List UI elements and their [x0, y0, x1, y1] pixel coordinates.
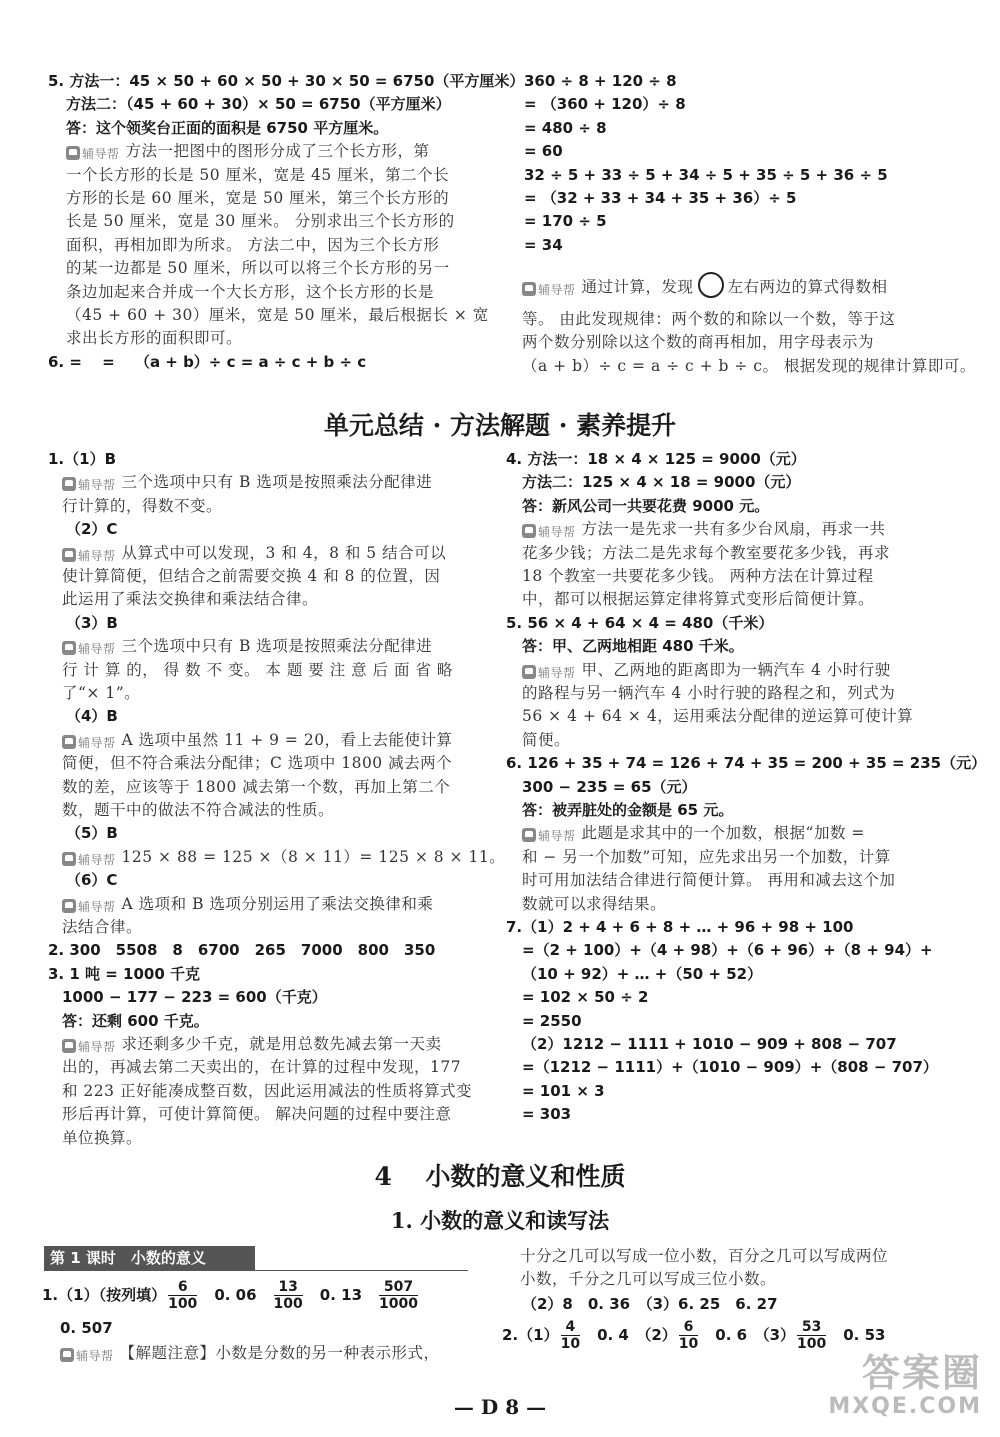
tutor-help-icon — [62, 848, 116, 872]
line-text: 360 ÷ 8 + 120 ÷ 8 — [524, 72, 677, 90]
line-text: = 60 — [524, 142, 563, 161]
text-line — [522, 939, 933, 962]
question-1-line — [42, 1278, 420, 1312]
line-text: 行计算的，得数不变。 — [62, 496, 223, 515]
tutor-help-icon — [62, 731, 116, 755]
text-line — [524, 187, 796, 210]
line-text: 时可用加法结合律进行简便计算。 再用和减去这个加 — [522, 871, 896, 890]
text-line — [66, 281, 434, 304]
line-text: 5. 56 × 4 + 64 × 4 = 480（千米） — [506, 613, 774, 632]
text-line — [62, 1103, 451, 1126]
text-line — [66, 140, 430, 166]
line-text: 1000 − 177 − 223 = 600（千克） — [62, 988, 327, 1007]
line-text: （2）C — [66, 520, 118, 539]
text-line — [62, 635, 432, 661]
line-text: （10 + 92）+ … +（50 + 52） — [522, 964, 763, 983]
line-text: = 101 × 3 — [522, 1081, 605, 1100]
line-text: 通过计算，发现 — [581, 278, 694, 296]
fraction — [274, 1279, 303, 1312]
tutor-help-icon — [62, 544, 116, 568]
book-icon — [62, 1039, 76, 1053]
watermark-text: 答案圈 — [861, 1351, 982, 1395]
line-text: 面积，再相加即为所求。 方法二中，因为三个长方形 — [66, 235, 440, 254]
question-1-cont: （2）8 0. 36 （3）6. 25 6. 27 — [522, 1295, 778, 1313]
text-line — [66, 187, 449, 210]
text-line — [522, 495, 769, 518]
line-text: 出的，再减去第二天卖出的，在计算的过程中发现，177 — [62, 1058, 462, 1077]
text-line — [522, 682, 895, 705]
line-text: （2）1212 − 1111 + 1010 − 909 + 808 − 707 — [522, 1035, 897, 1053]
text-line — [62, 729, 453, 755]
line-text: = 34 — [524, 235, 563, 254]
line-text: 18 个教室一共要花多少钱。 两种方法在计算过程 — [522, 567, 874, 585]
text-line — [66, 210, 455, 233]
line-text: =（1212 − 1111）+（1010 − 909）+（808 − 707） — [522, 1058, 938, 1077]
line-text: 32 ÷ 5 + 33 ÷ 5 + 34 ÷ 5 + 35 ÷ 5 + 36 ÷ 5 — [524, 165, 888, 184]
text-line — [522, 659, 891, 685]
line-text: 形后再计算，可使计算简便。 解决问题的过程中要注意 — [62, 1105, 452, 1124]
book-icon — [522, 282, 536, 296]
denominator: 100 — [273, 1296, 303, 1312]
text-line — [524, 210, 607, 233]
tip-line — [60, 1342, 440, 1368]
line-text: = （360 + 120）÷ 8 — [524, 95, 686, 114]
text-line — [522, 846, 891, 869]
line-text: 答：还剩 600 千克。 — [62, 1011, 209, 1030]
line-text: 方法二：125 × 4 × 18 = 9000（元） — [522, 473, 801, 492]
tip-label: 辅导帮 — [78, 642, 116, 657]
line-text: 此运用了乘法交换律和乘法结合律。 — [62, 590, 319, 609]
line-text: A 选项中虽然 11 + 9 = 20，看上去能使计算 — [121, 730, 453, 749]
tutor-help-icon — [62, 895, 116, 919]
text-line — [62, 986, 327, 1009]
text-line: 两个数分别除以这个数的商再相加，用字母表示为 — [522, 333, 875, 352]
numerator: 6 — [679, 1319, 698, 1336]
text-line — [66, 164, 449, 187]
tip-label: 辅导帮 — [78, 548, 116, 563]
sub-heading: 1. 小数的意义和读写法 — [390, 1208, 610, 1233]
text-line — [524, 70, 677, 93]
text-line — [62, 752, 452, 775]
question-1-last: 0. 507 — [60, 1319, 113, 1337]
text-line — [48, 963, 200, 986]
text-line — [522, 776, 697, 799]
book-icon — [522, 665, 536, 679]
tip-label: 辅导帮 — [538, 283, 576, 297]
line-text: 求出长方形的面积即可。 — [66, 329, 243, 348]
text-line — [62, 1033, 442, 1059]
text-line — [522, 518, 886, 544]
line-text: = 2550 — [522, 1011, 582, 1030]
tip-label: 辅导帮 — [76, 1349, 114, 1363]
line-text: 左右两边的算式得数相 — [727, 278, 888, 296]
tutor-help-icon — [522, 278, 576, 302]
book-icon — [62, 899, 76, 913]
line-text: 求还剩多少千克，就是用总数先减去第一天卖 — [121, 1035, 442, 1053]
line-text: 56 × 4 + 64 × 4，运用乘法分配律的逆运算可使计算 — [522, 707, 914, 726]
line-text: 三个选项中只有 B 选项是按照乘法分配律进 — [121, 637, 433, 656]
book-icon — [62, 735, 76, 749]
tip-label: 辅导帮 — [538, 665, 576, 680]
tutor-help-icon — [62, 1035, 116, 1059]
line-text: 答：这个领奖台正面的面积是 6750 平方厘米。 — [66, 118, 389, 137]
line-text: 的某一边都是 50 厘米，所以可以将三个长方形的另一 — [66, 259, 450, 278]
text-line — [522, 1103, 571, 1126]
line-text: 1.（1）（按列填） — [42, 1286, 167, 1304]
fraction — [379, 1279, 418, 1312]
line-text: 6. = = （a + b）÷ c = a ÷ c + b ÷ c — [48, 352, 367, 371]
tip-label: 辅导帮 — [78, 852, 116, 867]
text-line — [506, 612, 773, 635]
line-text: 简便，但不符合乘法分配律；C 选项中 1800 减去两个 — [62, 754, 453, 773]
line-text: 法结合律。 — [62, 918, 143, 936]
line-text: 125 × 88 = 125 ×（8 × 11）= 125 × 8 × 11。 — [121, 847, 506, 866]
line-text: 的路程与另一辆汽车 4 小时行驶的路程之和，列式为 — [522, 684, 896, 702]
text-line — [522, 986, 648, 1009]
line-text: 7.（1）2 + 4 + 6 + 8 + … + 96 + 98 + 100 — [506, 918, 854, 936]
line-text: 数的差，应该等于 1800 减去第一个数，再加上第二个 — [62, 777, 451, 796]
line-text: 了“× 1”。 — [62, 684, 141, 702]
text-line — [62, 471, 432, 497]
text-line: 小数，千分之几可以写成三位小数。 — [520, 1270, 777, 1289]
text-line — [522, 542, 890, 565]
denominator: 10 — [678, 1336, 699, 1352]
text-line: 等。 由此发现规律：两个数的和除以一个数，等于这 — [522, 310, 896, 328]
line-text: = 102 × 50 ÷ 2 — [522, 988, 649, 1007]
text-line — [48, 70, 524, 93]
question-2-line — [502, 1318, 900, 1352]
line-text: 甲、乙两地的距离即为一辆汽车 4 小时行驶 — [581, 660, 891, 679]
line-text: 单位换算。 — [62, 1128, 143, 1147]
book-icon — [62, 852, 76, 866]
line-text: （3）B — [66, 613, 118, 632]
line-text: 和 − 另一个加数”可知，应先求出另一个加数，计算 — [522, 847, 891, 866]
tutor-help-icon — [60, 1344, 114, 1368]
fraction — [561, 1319, 580, 1352]
line-text: 答：被弄脏处的金额是 65 元。 — [522, 801, 734, 819]
text-line — [522, 822, 865, 848]
line-text: 方形的长是 60 厘米，宽是 50 厘米，第三个长方形的 — [66, 189, 450, 207]
lesson-label: 第 1 课时 小数的意义 — [44, 1246, 255, 1270]
line-text: 6. 126 + 35 + 74 = 126 + 74 + 35 = 200 + 35 = 235（元） — [506, 754, 987, 773]
line-text: = 480 ÷ 8 — [524, 118, 607, 137]
tutor-help-icon — [522, 824, 576, 848]
tutor-help-icon — [62, 473, 116, 497]
denominator: 100 — [168, 1296, 198, 1312]
text-line — [66, 304, 489, 327]
denominator: 100 — [797, 1336, 827, 1352]
text-line — [524, 140, 563, 163]
text-line — [62, 565, 440, 588]
line-text: 从算式中可以发现，3 和 4，8 和 5 结合可以 — [121, 543, 447, 562]
numerator: 53 — [797, 1319, 826, 1336]
book-icon — [522, 524, 536, 538]
line-text: （45 + 60 + 30）厘米，宽是 50 厘米，最后根据长 × 宽 — [66, 306, 489, 324]
watermark-logo — [828, 1352, 982, 1420]
tip-label: 辅导帮 — [538, 525, 576, 540]
text-line: 十分之几可以写成一位小数，百分之几可以写成两位 — [520, 1247, 889, 1265]
text-line — [522, 1080, 605, 1103]
text-line — [66, 327, 242, 350]
text-line — [506, 752, 986, 775]
book-icon — [522, 828, 536, 842]
numerator: 13 — [274, 1279, 303, 1296]
line-text: 4. 方法一：18 × 4 × 125 = 9000（元） — [506, 450, 806, 468]
line-text: 长是 50 厘米，宽是 30 厘米。 分别求出三个长方形的 — [66, 212, 455, 231]
text-line — [524, 234, 563, 257]
watermark-url: MXQE.COM — [828, 1394, 982, 1419]
blank-circle — [698, 272, 724, 298]
text-line — [522, 565, 874, 588]
book-icon — [66, 146, 80, 160]
line-text: （5）B — [66, 824, 118, 843]
line-text: = 170 ÷ 5 — [524, 212, 607, 231]
text-line — [62, 542, 446, 568]
text-line: （a + b）÷ c = a ÷ c + b ÷ c。 根据发现的规律计算即可。 — [522, 356, 976, 375]
text-line — [66, 257, 450, 280]
text-line — [522, 729, 570, 752]
text-line — [522, 963, 762, 986]
line-text: 此题是求其中的一个加数，根据“加数 = — [581, 824, 865, 843]
text-line — [66, 869, 117, 892]
line-text: （6）C — [66, 871, 118, 890]
text-line — [66, 518, 117, 541]
text-line — [524, 93, 686, 116]
line-text: 0. 6 （3） — [700, 1326, 796, 1344]
text-line — [62, 682, 140, 705]
text-line — [522, 1010, 582, 1033]
line-text: 【解题注意】小数是分数的另一种表示形式， — [119, 1344, 440, 1362]
text-line — [62, 495, 222, 518]
text-line — [62, 1056, 461, 1079]
line-text: 方法二：（45 + 60 + 30）× 50 = 6750（平方厘米） — [66, 95, 451, 114]
line-text: 0. 4 （2） — [582, 1326, 677, 1344]
text-line — [522, 705, 913, 728]
tutor-help-icon — [522, 661, 576, 685]
line-text: 0. 53 — [828, 1326, 901, 1344]
text-line — [62, 846, 505, 872]
text-line — [66, 822, 118, 845]
line-text: 条边加起来合并成一个大长方形，这个长方形的长是 — [66, 282, 435, 301]
denominator: 10 — [560, 1336, 581, 1352]
text-line — [522, 799, 733, 822]
line-text: 和 223 正好能凑成整百数，因此运用减法的性质将算式变 — [62, 1081, 472, 1100]
tutor-help-icon — [62, 637, 116, 661]
book-icon — [62, 548, 76, 562]
text-line — [62, 1127, 142, 1150]
line-text: 一个长方形的长是 50 厘米，宽是 45 厘米，第二个长 — [66, 165, 450, 184]
book-icon — [60, 1348, 74, 1362]
text-line — [48, 351, 366, 374]
text-line — [62, 588, 318, 611]
line-text: 方法一是先求一共有多少台风扇，再求一共 — [581, 520, 886, 539]
line-text: 数就可以求得结果。 — [522, 894, 667, 913]
line-text: A 选项和 B 选项分别运用了乘法交换律和乘 — [121, 894, 434, 913]
text-line — [66, 705, 118, 728]
tip-label: 辅导帮 — [78, 899, 116, 914]
line-text: 使计算简便，但结合之前需要交换 4 和 8 的位置，因 — [62, 567, 441, 585]
text-line — [522, 893, 666, 916]
line-text: 答：新风公司一共要花费 9000 元。 — [522, 496, 770, 515]
text-line — [524, 164, 888, 187]
line-text: 2. 300 5508 8 6700 265 7000 800 350 — [48, 941, 436, 960]
fraction — [797, 1319, 826, 1352]
numerator: 507 — [379, 1279, 418, 1296]
line-text: 中，都可以根据运算定律将算式变形后简便计算。 — [522, 590, 875, 609]
tip-line — [522, 272, 888, 302]
line-text: =（2 + 100）+（4 + 98）+（6 + 96）+（8 + 94）+ — [522, 941, 933, 960]
text-line — [62, 1010, 209, 1033]
numerator: 4 — [561, 1319, 580, 1336]
line-text: 300 − 235 = 65（元） — [522, 777, 697, 796]
numerator: 6 — [168, 1279, 197, 1296]
text-line — [62, 776, 450, 799]
book-icon — [62, 477, 76, 491]
section-heading: 单元总结 · 方法解题 · 素养提升 — [323, 411, 677, 440]
line-text: = 303 — [522, 1105, 572, 1124]
line-text: 0. 13 — [304, 1286, 378, 1304]
text-line — [524, 117, 607, 140]
text-line — [522, 1056, 938, 1079]
fraction — [168, 1279, 197, 1312]
tip-label: 辅导帮 — [538, 829, 576, 844]
text-line — [62, 659, 453, 682]
line-text: = （32 + 33 + 34 + 35 + 36）÷ 5 — [524, 189, 797, 207]
text-line — [62, 893, 433, 919]
line-text: （4）B — [66, 707, 118, 726]
line-text: 行 计 算 的， 得 数 不 变。 本 题 要 注 意 后 面 省 略 — [62, 660, 453, 679]
text-line — [66, 117, 388, 140]
tutor-help-icon — [66, 142, 120, 166]
tip-label: 辅导帮 — [82, 147, 120, 162]
tip-label: 辅导帮 — [78, 478, 116, 493]
text-line — [506, 448, 806, 471]
line-text: 简便。 — [522, 730, 571, 749]
page-number: — D 8 — — [453, 1395, 547, 1419]
line-text: 花多少钱；方法二是先求每个教室要花多少钱，再求 — [522, 543, 891, 562]
text-line — [66, 612, 118, 635]
line-text: 2.（1） — [502, 1326, 559, 1344]
line-text: 5. 方法一：45 × 50 + 60 × 50 + 30 × 50 = 6750（平方厘米） — [48, 72, 525, 90]
text-line — [522, 588, 874, 611]
line-text: 数，题干中的做法不符合减法的性质。 — [62, 801, 335, 819]
text-line — [522, 1033, 897, 1056]
text-line — [66, 234, 439, 257]
text-line — [48, 448, 116, 471]
lesson-rule — [44, 1270, 468, 1271]
line-text: 0. 06 — [199, 1286, 272, 1304]
text-line — [522, 869, 895, 892]
book-icon — [62, 641, 76, 655]
tip-label: 辅导帮 — [78, 735, 116, 750]
text-line — [522, 635, 744, 658]
tutor-help-icon — [522, 520, 576, 544]
denominator: 1000 — [379, 1296, 418, 1312]
text-line — [62, 916, 142, 939]
line-text: 1.（1）B — [48, 450, 117, 468]
text-line — [506, 916, 853, 939]
text-line — [48, 939, 435, 962]
line-text: 三个选项中只有 B 选项是按照乘法分配律进 — [121, 473, 433, 492]
line-text: 3. 1 吨 = 1000 千克 — [48, 964, 200, 983]
text-line — [522, 471, 800, 494]
tip-label: 辅导帮 — [78, 1040, 116, 1054]
line-text: 答：甲、乙两地相距 480 千米。 — [522, 637, 744, 656]
text-line — [62, 1080, 472, 1103]
chapter-heading: 4 小数的意义和性质 — [374, 1162, 626, 1191]
line-text: 方法一把图中的图形分成了三个长方形，第 — [125, 142, 430, 161]
fraction — [679, 1319, 698, 1352]
text-line — [66, 93, 451, 116]
text-line — [62, 799, 334, 822]
